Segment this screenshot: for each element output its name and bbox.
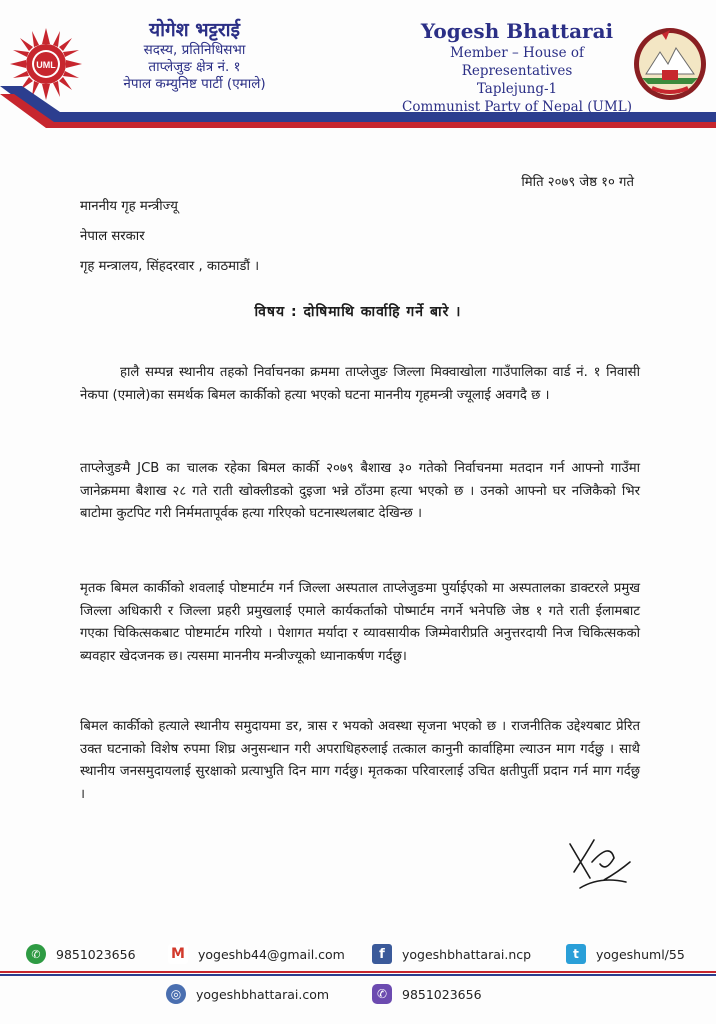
logo-text: UML [36,60,56,70]
header-constituency-nepali: ताप्लेजुङ क्षेत्र नं. १ [148,59,241,75]
footer-viber [372,984,482,1004]
header-stripe [0,86,716,130]
footer-facebook-text: yogeshbhattarai.ncp [402,946,532,962]
header-party-english: Communist Party of Nepal (UML) [402,99,632,115]
footer-facebook[interactable] [372,944,531,964]
footer-email-text: yogeshb44@gmail.com [198,946,345,962]
letter-date: मिति २०७९ जेष्ठ १० गते [521,175,634,190]
recipient-line-2: नेपाल सरकार [80,229,145,244]
footer-twitter[interactable] [566,944,685,964]
footer-divider-red [0,971,716,973]
header-name-nepali: योगेश भट्टराई [149,19,240,41]
footer-viber-text: 9851023656 [402,986,482,1002]
header-title-english: Member – House of Representatives [450,45,584,79]
recipient-line-1: माननीय गृह मन्त्रीज्यू [80,199,178,214]
facebook-icon: f [372,944,392,964]
header-constituency-english: Taplejung-1 [476,81,558,97]
footer-email[interactable] [168,944,345,964]
footer-phone-text: 9851023656 [56,946,136,962]
letter-subject: विषय : दोषिमाथि कार्वाहि गर्ने बारे । [254,304,462,320]
header-title-nepali: सदस्य, प्रतिनिधिसभा [143,42,246,58]
footer-twitter-text: yogeshuml/55 [596,946,685,962]
signature [560,832,640,892]
header-name-english: Yogesh Bhattarai [420,19,614,43]
recipient-line-3: गृह मन्त्रालय, सिंहदरवार , काठमाडौं । [80,259,260,274]
header-party-nepali: नेपाल कम्युनिष्ट पार्टी (एमाले) [123,76,266,92]
twitter-icon: t [566,944,586,964]
paragraph-1: हालै सम्पन्न स्थानीय तहको निर्वाचनका क्रममा ताप्लेजुङ जिल्ला मिक्वाखोला गाउँपालिका वार्ड नं. १ निवासी नेकपा (एमाले)का समर्थक बिमल कार्कीको हत्या भएको घटना माननीय गृहमन्त्री ज्यूलाई अवगदै छ । [80,365,640,403]
paragraph-4: बिमल कार्कीको हत्याले स्थानीय समुदायमा डर, त्रास र भयको अवस्था सृजना भएको छ । राजनीतिक उद्देश्यबाट प्रेरित उक्त घटनाको विशेष रुपमा शिघ्र अनुसन्धान गरी अपराधिहरुलाई तत्काल कानुनी कार्वाहिमा ल्याउन माग गर्दछु । साथै स्थानीय जनसमुदायलाई सुरक्षाको प्रत्याभुति दिन माग गर्दछु। मृतकका परिवारलाई उचित क्षतीपुर्ती प्रदान गर्न माग गर्दछु । [80,719,640,802]
footer-website[interactable] [166,984,329,1004]
footer-website-text: yogeshbhattarai.com [196,986,330,1002]
header-nepali-block [92,18,297,93]
whatsapp-icon: ✆ [26,944,46,964]
gmail-icon: M [168,944,188,964]
viber-icon: ✆ [372,984,392,1004]
footer-divider-blue [0,974,716,976]
web-icon: ◎ [166,984,186,1004]
paragraph-3: मृतक बिमल कार्कीको शवलाई पोष्टमार्टम गर्न जिल्ला अस्पताल ताप्लेजुङमा पुर्याईएको मा अस्पतालका डाक्टरले प्रमुख जिल्ला अधिकारी र जिल्ला प्रहरी प्रमुखलाई एमाले कार्यकर्ताको पोष्मार्टम नगर्ने भनेपछि जेष्ठ १ गते राती ईलामबाट गएका चिकित्सकबाट पोष्टमार्टम गरियो । पेशागत मर्यादा र व्यावसायीक जिम्मेवारीप्रति अनुत्तरदायी निज चिकित्सकको ब्यवहार खेदजनक छ। त्यसमा माननीय मन्त्रीज्यूको ध्यानाकर्षण गर्दछु। [80,581,640,664]
footer-phone [26,944,136,964]
paragraph-2: ताप्लेजुङमै JCB का चालक रहेका बिमल कार्की २०७९ बैशाख ३० गतेको निर्वाचनमा मतदान गर्न आफ्नो गाउँमा जानेक्रममा बैशाख २८ गते राती खोक्लीडको दुइजा भन्ने ठाँउमा हत्या भएको छ । उनको आफ्नो घर नजिकैको भिर बाटोमा कुटपिट गरी निर्ममतापूर्वक हत्या गरिएको घटनास्थलबाट देखिन्छ । [80,461,640,521]
